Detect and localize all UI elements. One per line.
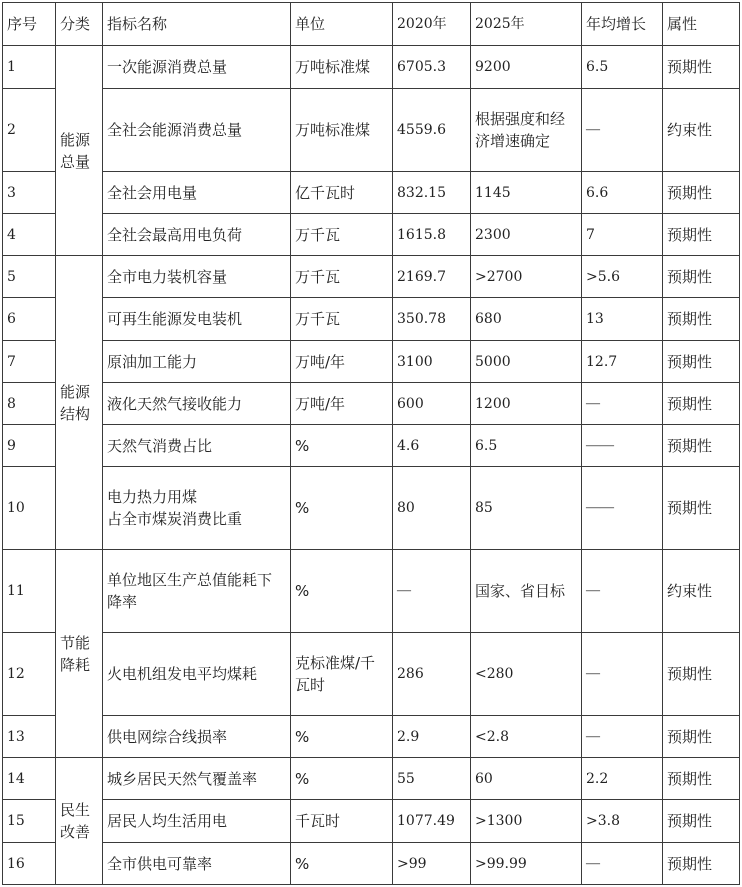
row-seq: 16	[3, 843, 56, 885]
row-2020: 55	[393, 758, 471, 800]
row-2020: >99	[393, 843, 471, 885]
row-seq: 2	[3, 89, 56, 172]
row-growth: —	[582, 383, 663, 425]
row-growth: ——	[582, 467, 663, 550]
row-attribute: 预期性	[663, 46, 740, 89]
row-2025: 6.5	[471, 425, 582, 467]
table-row	[3, 256, 740, 298]
table-row	[3, 425, 740, 467]
table-row	[3, 800, 740, 843]
row-attribute: 预期性	[663, 800, 740, 843]
row-indicator-line: 单位地区生产总值能耗下	[107, 571, 273, 589]
row-2025-line: 根据强度和经	[475, 110, 566, 128]
row-attribute: 预期性	[663, 256, 740, 298]
row-2025: 2300	[471, 214, 582, 256]
table-row	[3, 633, 740, 716]
row-indicator	[103, 467, 291, 550]
row-attribute: 预期性	[663, 467, 740, 550]
row-2020: 4.6	[393, 425, 471, 467]
row-growth: —	[582, 716, 663, 758]
row-attribute: 预期性	[663, 214, 740, 256]
row-2025: >99.99	[471, 843, 582, 885]
row-seq: 6	[3, 298, 56, 341]
row-indicator: 液化天然气接收能力	[103, 383, 291, 425]
row-2025: 680	[471, 298, 582, 341]
row-2020: —	[393, 550, 471, 633]
row-indicator: 天然气消费占比	[103, 425, 291, 467]
row-seq: 12	[3, 633, 56, 716]
table-row	[3, 298, 740, 341]
row-growth: 6.6	[582, 172, 663, 214]
header-growth: 年均增长	[582, 3, 663, 46]
row-growth: 2.2	[582, 758, 663, 800]
row-seq: 4	[3, 214, 56, 256]
row-attribute: 预期性	[663, 843, 740, 885]
row-growth: >3.8	[582, 800, 663, 843]
row-seq: 5	[3, 256, 56, 298]
row-growth: >5.6	[582, 256, 663, 298]
table-row	[3, 467, 740, 550]
row-seq: 14	[3, 758, 56, 800]
row-2020: 2.9	[393, 716, 471, 758]
table-header-row	[3, 3, 740, 46]
table-row	[3, 383, 740, 425]
row-unit: 万千瓦	[291, 214, 393, 256]
row-2020: 350.78	[393, 298, 471, 341]
row-attribute: 约束性	[663, 89, 740, 172]
row-seq: 1	[3, 46, 56, 89]
row-seq: 7	[3, 341, 56, 383]
category-label: 改善	[60, 823, 91, 841]
row-2020: 1077.49	[393, 800, 471, 843]
row-2025: <280	[471, 633, 582, 716]
header-unit: 单位	[291, 3, 393, 46]
row-seq: 15	[3, 800, 56, 843]
row-seq: 9	[3, 425, 56, 467]
row-2025: 60	[471, 758, 582, 800]
row-seq: 13	[3, 716, 56, 758]
table-row	[3, 172, 740, 214]
row-2020: 832.15	[393, 172, 471, 214]
category-energy-total	[56, 46, 103, 256]
row-indicator: 全社会能源消费总量	[103, 89, 291, 172]
row-indicator: 全市供电可靠率	[103, 843, 291, 885]
row-unit: 万吨/年	[291, 341, 393, 383]
table-row	[3, 46, 740, 89]
row-unit: %	[291, 425, 393, 467]
row-unit: 万吨标准煤	[291, 89, 393, 172]
row-unit: %	[291, 716, 393, 758]
category-label: 结构	[60, 404, 91, 423]
row-unit: 万吨标准煤	[291, 46, 393, 89]
header-attribute: 属性	[663, 3, 740, 46]
row-growth: 13	[582, 298, 663, 341]
header-2020: 2020年	[393, 3, 471, 46]
row-unit-line: 瓦时	[295, 676, 326, 694]
category-label: 降耗	[60, 655, 91, 674]
row-indicator: 火电机组发电平均煤耗	[103, 633, 291, 716]
row-unit: %	[291, 550, 393, 633]
row-seq: 3	[3, 172, 56, 214]
row-indicator: 城乡居民天然气覆盖率	[103, 758, 291, 800]
category-label: 总量	[60, 152, 91, 171]
row-indicator: 全市电力装机容量	[103, 256, 291, 298]
row-attribute: 预期性	[663, 425, 740, 467]
row-indicator	[103, 550, 291, 633]
row-indicator-line: 占全市煤炭消费比重	[107, 510, 243, 528]
category-label: 能源	[60, 130, 91, 149]
row-2025: 1200	[471, 383, 582, 425]
row-attribute: 预期性	[663, 172, 740, 214]
table-row	[3, 716, 740, 758]
row-indicator: 全社会最高用电负荷	[103, 214, 291, 256]
row-unit: 亿千瓦时	[291, 172, 393, 214]
row-indicator: 可再生能源发电装机	[103, 298, 291, 341]
row-seq: 8	[3, 383, 56, 425]
row-2020: 600	[393, 383, 471, 425]
header-seq: 序号	[3, 3, 56, 46]
header-2025: 2025年	[471, 3, 582, 46]
row-unit	[291, 633, 393, 716]
row-indicator: 居民人均生活用电	[103, 800, 291, 843]
row-indicator-line: 降率	[107, 593, 138, 611]
row-growth: —	[582, 633, 663, 716]
row-unit-line: 克标准煤/千	[295, 654, 376, 672]
row-2025: <2.8	[471, 716, 582, 758]
category-label: 节能	[60, 633, 91, 652]
row-unit: 万吨/年	[291, 383, 393, 425]
row-2025: 5000	[471, 341, 582, 383]
row-growth: ——	[582, 425, 663, 467]
row-2025: 85	[471, 467, 582, 550]
row-unit: %	[291, 758, 393, 800]
row-seq: 10	[3, 467, 56, 550]
row-attribute: 预期性	[663, 716, 740, 758]
table-row	[3, 89, 740, 172]
row-2025: 9200	[471, 46, 582, 89]
row-attribute: 预期性	[663, 341, 740, 383]
row-indicator: 原油加工能力	[103, 341, 291, 383]
row-attribute: 预期性	[663, 758, 740, 800]
table-row	[3, 843, 740, 885]
row-indicator: 一次能源消费总量	[103, 46, 291, 89]
row-unit: %	[291, 843, 393, 885]
row-attribute: 预期性	[663, 298, 740, 341]
table-row	[3, 758, 740, 800]
header-indicator: 指标名称	[103, 3, 291, 46]
row-attribute: 预期性	[663, 633, 740, 716]
category-energy-structure	[56, 256, 103, 550]
row-growth: 12.7	[582, 341, 663, 383]
row-2020: 1615.8	[393, 214, 471, 256]
row-indicator: 供电网综合线损率	[103, 716, 291, 758]
row-2020: 3100	[393, 341, 471, 383]
row-attribute: 约束性	[663, 550, 740, 633]
row-growth: 7	[582, 214, 663, 256]
row-attribute: 预期性	[663, 383, 740, 425]
row-2025: >1300	[471, 800, 582, 843]
row-2025: 1145	[471, 172, 582, 214]
row-growth: 6.5	[582, 46, 663, 89]
row-indicator: 全社会用电量	[103, 172, 291, 214]
table-row	[3, 214, 740, 256]
row-unit: %	[291, 467, 393, 550]
row-unit: 万千瓦	[291, 256, 393, 298]
header-category: 分类	[56, 3, 103, 46]
table-row	[3, 550, 740, 633]
row-2020: 4559.6	[393, 89, 471, 172]
category-energy-saving	[56, 550, 103, 758]
row-growth: —	[582, 89, 663, 172]
energy-indicators-table	[2, 2, 740, 885]
category-label: 能源	[60, 382, 91, 401]
row-2025: 国家、省目标	[471, 550, 582, 633]
row-2020: 286	[393, 633, 471, 716]
row-2025	[471, 89, 582, 172]
row-seq: 11	[3, 550, 56, 633]
category-label: 民生	[60, 801, 91, 819]
row-2025-line: 济增速确定	[475, 132, 551, 150]
row-2025: >2700	[471, 256, 582, 298]
row-unit: 万千瓦	[291, 298, 393, 341]
category-livelihood	[56, 758, 103, 885]
row-indicator-line: 电力热力用煤	[107, 488, 198, 506]
row-2020: 6705.3	[393, 46, 471, 89]
row-2020: 80	[393, 467, 471, 550]
row-2020: 2169.7	[393, 256, 471, 298]
row-growth: —	[582, 843, 663, 885]
table-row	[3, 341, 740, 383]
row-unit: 千瓦时	[291, 800, 393, 843]
row-growth: —	[582, 550, 663, 633]
